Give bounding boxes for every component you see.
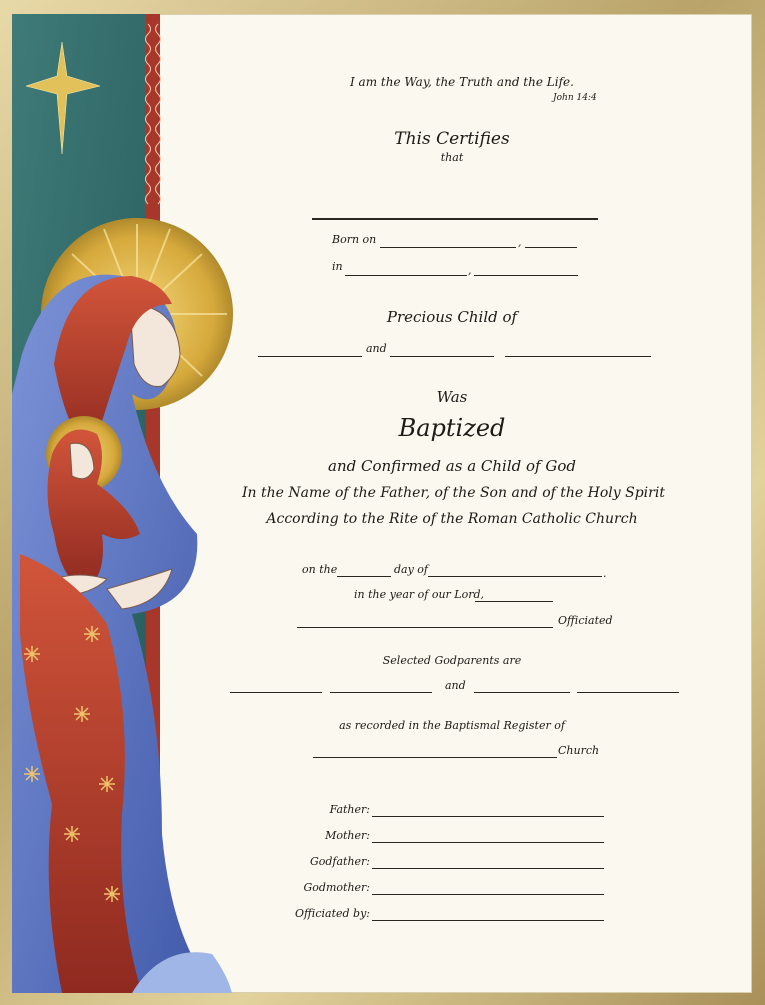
day-of-label: day of <box>394 563 429 576</box>
on-the-label: on the <box>302 563 338 576</box>
rite-text: According to the Rite of the Roman Catholic Church <box>266 511 638 527</box>
baptism-day-line[interactable] <box>337 576 391 577</box>
parent-1-line[interactable] <box>258 356 362 357</box>
was-text: Was <box>436 388 468 406</box>
father-signature-line[interactable] <box>372 816 604 817</box>
officiant-line[interactable] <box>297 627 553 628</box>
church-label: Church <box>558 744 600 757</box>
godparent-1-line[interactable] <box>230 692 322 693</box>
and-text-parents: and <box>366 342 387 355</box>
birth-state-line[interactable] <box>474 275 578 276</box>
precious-child-text: Precious Child of <box>386 308 518 326</box>
certifies-heading: This Certifies <box>394 129 510 149</box>
godfather-label: Godfather: <box>309 855 370 868</box>
trinity-text: In the Name of the Father, of the Son and of the Holy Spirit <box>242 485 665 501</box>
that-text: that <box>440 151 464 164</box>
godparent-1-surname-line[interactable] <box>330 692 432 693</box>
birth-date-line[interactable] <box>380 247 516 248</box>
officiated-label: Officiated <box>558 614 613 627</box>
godparent-2-line[interactable] <box>474 692 570 693</box>
confirmed-text: and Confirmed as a Child of God <box>328 457 576 475</box>
madonna-child-illustration <box>12 14 237 993</box>
parent-surname-line[interactable] <box>505 356 651 357</box>
baptized-heading: Baptized <box>398 414 506 442</box>
certificate-paper: I am the Way, the Truth and the Life. John 14:4 This Certifies that Born on , in , Precious Child of and Was Baptized and Confirmed as a Child of God In the Name of the Father, of the Son and of the Holy Spirit According to the Rite of the Roman Catholic Church on the day of . in the year of our Lord, Officiated Selected Godparents are and as recorded in the Baptismal Register of Church Father: Mother: Godfather: Godmother: Officiated by: <box>12 14 752 993</box>
and-text-godparents: and <box>445 679 466 692</box>
godparents-label: Selected Godparents are <box>382 654 522 667</box>
child-name-line[interactable] <box>312 218 598 220</box>
church-name-line[interactable] <box>313 757 557 758</box>
godmother-label: Godmother: <box>303 881 370 894</box>
birth-city-line[interactable] <box>345 275 467 276</box>
father-label: Father: <box>329 803 370 816</box>
godmother-signature-line[interactable] <box>372 894 604 895</box>
baptism-year-line[interactable] <box>475 601 553 602</box>
year-of-lord-label: in the year of our Lord, <box>354 588 485 601</box>
parent-2-line[interactable] <box>390 356 494 357</box>
mother-signature-line[interactable] <box>372 842 604 843</box>
in-label: in <box>332 260 343 273</box>
born-on-label: Born on <box>332 233 377 246</box>
godparent-2-surname-line[interactable] <box>577 692 679 693</box>
baptism-month-line[interactable] <box>428 576 602 577</box>
officiated-by-signature-line[interactable] <box>372 920 604 921</box>
recorded-label: as recorded in the Baptismal Register of <box>339 719 565 732</box>
mother-label: Mother: <box>325 829 370 842</box>
birth-year-line[interactable] <box>525 247 577 248</box>
verse: I am the Way, the Truth and the Life. <box>350 75 574 89</box>
officiated-by-label: Officiated by: <box>295 907 370 920</box>
verse-reference: John 14:4 <box>553 93 597 103</box>
godfather-signature-line[interactable] <box>372 868 604 869</box>
